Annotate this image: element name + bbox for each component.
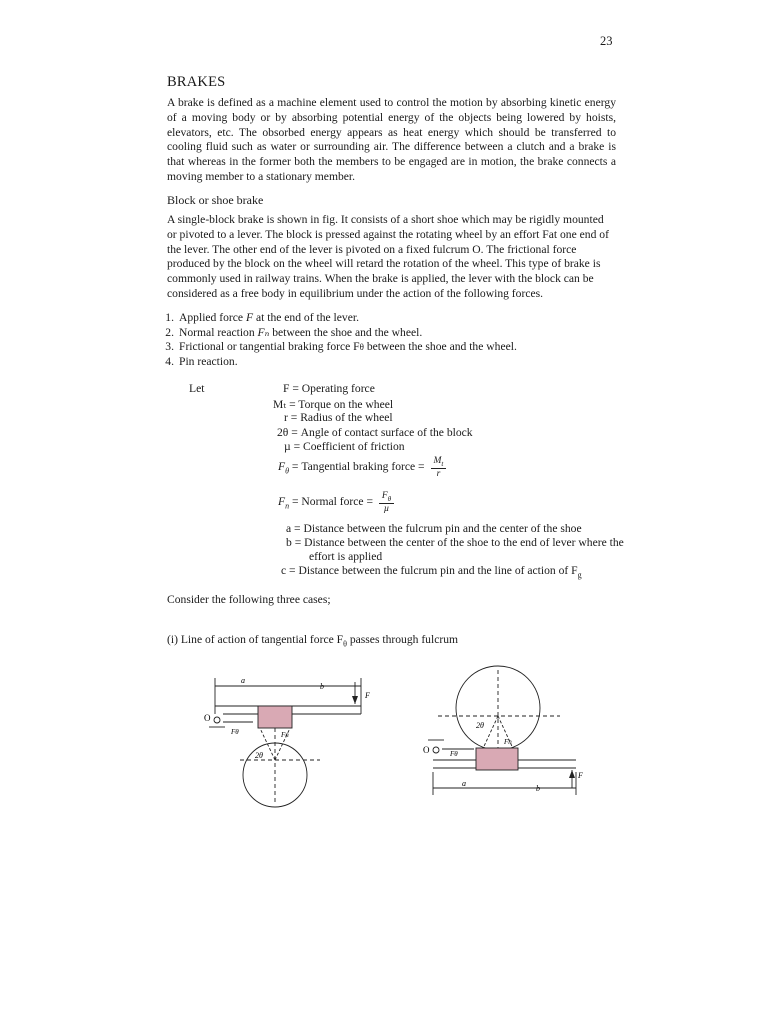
def-normal-force: $F_n$ = Normal force = $\frac{F_\theta}{\text{µ}}$ [278, 491, 394, 514]
def-distance-c: c = Distance between the fulcrum pin and the line of action of $F_g$ [281, 564, 582, 580]
cases-intro: Consider the following three cases; [167, 593, 331, 606]
label-f: F [365, 691, 370, 700]
list-item: 3. Frictional or tangential braking force Fθ between the shoe and the wheel. [165, 340, 517, 354]
list-item: 2. Normal reaction Fₙ between the shoe and the wheel. [165, 325, 423, 339]
label-b: b [320, 682, 324, 691]
fraction-mt-over-r: $\frac{M_t}{r}$ [431, 456, 447, 479]
def-radius: r = Radius of the wheel [284, 411, 393, 424]
list-item: 1. Applied force F at the end of the lever. [165, 311, 359, 324]
label-o: O [423, 745, 430, 755]
label-two-theta: 2θ [476, 721, 484, 730]
subsection-heading: Block or shoe brake [167, 193, 264, 207]
forces-list [160, 311, 517, 369]
intro-paragraph: A brake is defined as a machine element used to control the motion by absorbing kinetic energy of a moving body or by absorbing potential energy of the objects being lowered by hoists, elevators, etc. The obsorbed energy appears as heat energy which should be transferred to cooling fluid such as water or surrounding air. The difference between a clutch and a brake is that whereas in the former both the members to be engaged are in motion, the brake connects a moving member to a stationary member. [167, 96, 616, 183]
label-ftheta: Fθ [231, 728, 239, 736]
page-number: 23 [600, 34, 613, 48]
brake-shoe [476, 748, 518, 770]
brake-diagram-right [418, 660, 588, 805]
force-arrowhead [569, 770, 575, 778]
def-contact-angle: 2θ = Angle of contact surface of the block [277, 426, 473, 439]
def-distance-a: a = Distance between the fulcrum pin and the center of the shoe [286, 522, 582, 535]
label-a: a [241, 676, 245, 685]
label-fn: Fn [504, 738, 512, 746]
label-a: a [462, 779, 466, 788]
label-b: b [536, 784, 540, 793]
brake-diagram-left [195, 670, 395, 810]
fulcrum-pin [214, 717, 220, 723]
fraction-ftheta-over-mu: $\frac{F_\theta}{\text{µ}}$ [379, 491, 394, 514]
brake-shoe [258, 706, 292, 728]
list-item: 4. Pin reaction. [165, 354, 238, 368]
fulcrum-pin [433, 747, 439, 753]
block-brake-paragraph: A single-block brake is shown in fig. It consists of a short shoe which may be rigidly mounted or pivoted to a lever. The block is pressed against the rotating wheel by an effort Fat one end of the lever. The other end of the lever is pivoted on a fixed fulcrum O. The frictional force produced by the block on the wheel will retard the rotation of the wheel. This type of brake is commonly used in railway trains. When the brake is applied, the lever with the block can be considered as a free body in equilibrium under the action of the following forces. [167, 213, 609, 300]
let-label: Let [189, 382, 205, 395]
label-fn: Fn [281, 731, 289, 739]
force-arrowhead [352, 696, 358, 704]
def-tangential-force: $F_\theta$ = Tangential braking force = $\frac{M_t}{r}$ [278, 456, 446, 479]
section-title: BRAKES [167, 74, 226, 90]
def-distance-b: b = Distance between the center of the shoe to the end of lever where the [286, 536, 624, 549]
case-one-heading: (i) Line of action of tangential force $F_\theta$ passes through fulcrum [167, 633, 459, 649]
def-friction-coefficient: µ = Coefficient of friction [284, 440, 405, 453]
def-torque: Mₜ = Torque on the wheel [273, 398, 394, 411]
def-operating-force: F = Operating force [283, 382, 375, 395]
label-o: O [204, 713, 211, 723]
label-two-theta: 2θ [255, 751, 263, 760]
label-ftheta: Fθ [450, 750, 458, 758]
def-distance-b-continued: effort is applied [309, 550, 383, 563]
label-f: F [578, 771, 583, 780]
